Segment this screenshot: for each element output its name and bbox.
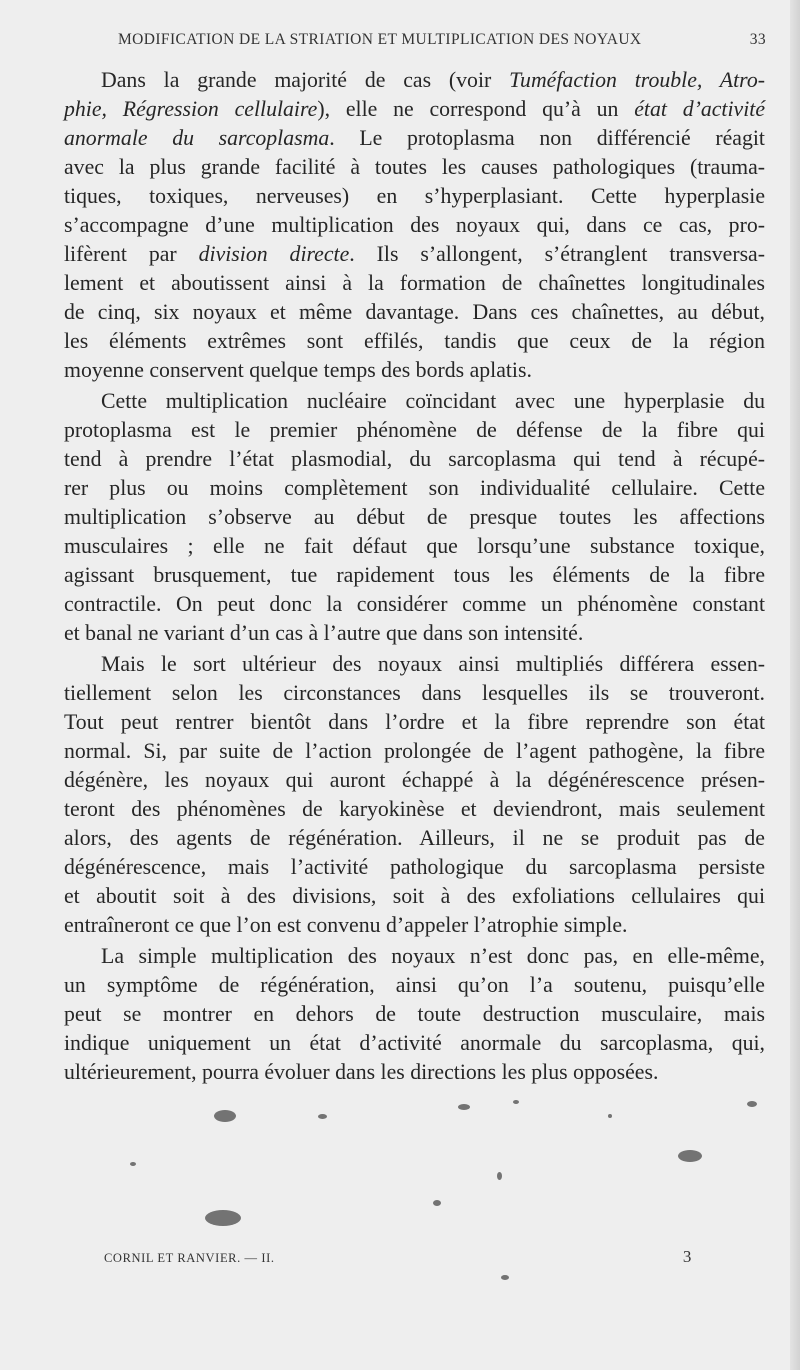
- text-line: [64, 766, 765, 795]
- italic-text: état d’activité: [634, 97, 765, 121]
- text-line: [64, 211, 765, 240]
- text-line: [64, 124, 765, 153]
- text-line: [64, 298, 765, 327]
- text-line: [64, 882, 765, 911]
- text-line: [64, 532, 765, 561]
- text-run: Cette multiplication nucléaire coïncidant avec une hyperplasie du: [101, 389, 765, 413]
- text-line: [64, 619, 765, 648]
- text-run: et banal ne variant d’un cas à l’autre que dans son intensité.: [64, 621, 584, 645]
- text-run: tend à prendre l’état plasmodial, du sarcoplasma qui tend à récupé-: [64, 447, 765, 471]
- text-line: [64, 795, 765, 824]
- running-head: [118, 31, 766, 55]
- text-run: peut se montrer en dehors de toute destruction musculaire, mais: [64, 1002, 765, 1026]
- text-line: [64, 824, 765, 853]
- italic-text: phie, Régression cellulaire: [64, 97, 318, 121]
- text-run: dégénère, les noyaux qui auront échappé à la dégénérescence présen-: [64, 768, 765, 792]
- ink-speck: [497, 1172, 502, 1180]
- ink-speck: [458, 1104, 470, 1110]
- text-line: [64, 590, 765, 619]
- text-run: s’accompagne d’une multiplication des noyaux qui, dans ce cas, pro-: [64, 213, 765, 237]
- text-run: rer plus ou moins complètement son individualité cellulaire. Cette: [64, 476, 765, 500]
- text-line: [64, 853, 765, 882]
- text-run: Tout peut rentrer bientôt dans l’ordre et la fibre reprendre son état: [64, 710, 765, 734]
- ink-speck: [433, 1200, 441, 1206]
- ink-speck: [130, 1162, 136, 1166]
- text-line: [64, 474, 765, 503]
- text-run: les éléments extrêmes sont effilés, tandis que ceux de la région: [64, 329, 765, 353]
- text-run: tiques, toxiques, nerveuses) en s’hyperplasiant. Cette hyperplasie: [64, 184, 765, 208]
- text-line: [64, 971, 765, 1000]
- text-line: [64, 66, 765, 95]
- text-line: [64, 942, 765, 971]
- body-text: [64, 66, 765, 1089]
- text-run: . Ils s’allongent, s’étranglent transversa-: [349, 242, 765, 266]
- text-run: moyenne conservent quelque temps des bords aplatis.: [64, 358, 532, 382]
- paragraph: [64, 942, 765, 1087]
- text-run: lifèrent par: [64, 242, 199, 266]
- text-line: [64, 503, 765, 532]
- sheet-number: 3: [682, 1247, 692, 1266]
- text-line: [64, 387, 765, 416]
- text-run: ), elle ne correspond qu’à un: [317, 97, 635, 121]
- page-number: 33: [749, 31, 766, 48]
- ink-speck: [214, 1110, 236, 1122]
- ink-speck: [678, 1150, 702, 1162]
- text-run: multiplication s’observe au début de presque toutes les affections: [64, 505, 765, 529]
- text-line: [64, 327, 765, 356]
- text-run: La simple multiplication des noyaux n’est donc pas, en elle-même,: [101, 944, 765, 968]
- italic-text: anormale du sarcoplasma: [64, 126, 330, 150]
- ink-speck: [513, 1100, 519, 1104]
- text-run: normal. Si, par suite de l’action prolongée de l’agent pathogène, la fibre: [64, 739, 765, 763]
- text-line: [64, 182, 765, 211]
- text-line: [64, 95, 765, 124]
- text-run: un symptôme de régénération, ainsi qu’on l’a soutenu, puisqu’elle: [64, 973, 765, 997]
- text-line: [64, 269, 765, 298]
- text-line: [64, 445, 765, 474]
- text-run: agissant brusquement, tue rapidement tous les éléments de la fibre: [64, 563, 765, 587]
- text-run: et aboutit soit à des divisions, soit à des exfoliations cellulaires qui: [64, 884, 765, 908]
- text-line: [64, 1058, 765, 1087]
- text-line: [64, 356, 765, 385]
- paragraph: [64, 650, 765, 940]
- ink-speck: [747, 1101, 757, 1107]
- text-run: Mais le sort ultérieur des noyaux ainsi multipliés différera essen-: [101, 652, 765, 676]
- text-line: [64, 416, 765, 445]
- text-run: teront des phénomènes de karyokinèse et deviendront, mais seulement: [64, 797, 765, 821]
- text-run: contractile. On peut donc la considérer comme un phénomène constant: [64, 592, 765, 616]
- ink-speck: [501, 1275, 509, 1280]
- text-run: protoplasma est le premier phénomène de défense de la fibre qui: [64, 418, 765, 442]
- ink-speck: [205, 1210, 241, 1226]
- text-run: lement et aboutissent ainsi à la formation de chaînettes longitudinales: [64, 271, 765, 295]
- italic-text: Tuméfaction trouble, Atro-: [509, 68, 765, 92]
- text-run: avec la plus grande facilité à toutes les causes pathologiques (trauma-: [64, 155, 765, 179]
- paragraph: [64, 387, 765, 648]
- text-run: tiellement selon les circonstances dans lesquelles ils se trouveront.: [64, 681, 765, 705]
- text-run: de cinq, six noyaux et même davantage. Dans ces chaînettes, au début,: [64, 300, 765, 324]
- text-line: [64, 708, 765, 737]
- text-run: dégénérescence, mais l’activité pathologique du sarcoplasma persiste: [64, 855, 765, 879]
- text-line: [64, 1029, 765, 1058]
- text-line: [64, 679, 765, 708]
- paragraph: [64, 66, 765, 385]
- text-line: [64, 1000, 765, 1029]
- ink-speck: [608, 1114, 612, 1118]
- text-run: . Le protoplasma non différencié réagit: [329, 126, 765, 150]
- text-run: ultérieurement, pourra évoluer dans les directions les plus opposées.: [64, 1060, 659, 1084]
- text-run: musculaires ; elle ne fait défaut que lorsqu’une substance toxique,: [64, 534, 765, 558]
- text-line: [64, 737, 765, 766]
- page-edge: [790, 0, 800, 1370]
- text-line: [64, 153, 765, 182]
- text-line: [64, 650, 765, 679]
- text-line: [64, 240, 765, 269]
- page-footer: [64, 1247, 764, 1271]
- running-head-title: MODIFICATION DE LA STRIATION ET MULTIPLICATION DES NOYAUX: [118, 31, 642, 48]
- text-run: Dans la grande majorité de cas (voir: [101, 68, 510, 92]
- text-run: indique uniquement un état d’activité anormale du sarcoplasma, qui,: [64, 1031, 765, 1055]
- text-run: alors, des agents de régénération. Ailleurs, il ne se produit pas de: [64, 826, 765, 850]
- text-run: entraîneront ce que l’on est convenu d’appeler l’atrophie simple.: [64, 913, 628, 937]
- signature-mark: CORNIL ET RANVIER. — II.: [104, 1251, 275, 1265]
- text-line: [64, 911, 765, 940]
- text-line: [64, 561, 765, 590]
- ink-speck: [318, 1114, 327, 1119]
- italic-text: division directe: [198, 242, 350, 266]
